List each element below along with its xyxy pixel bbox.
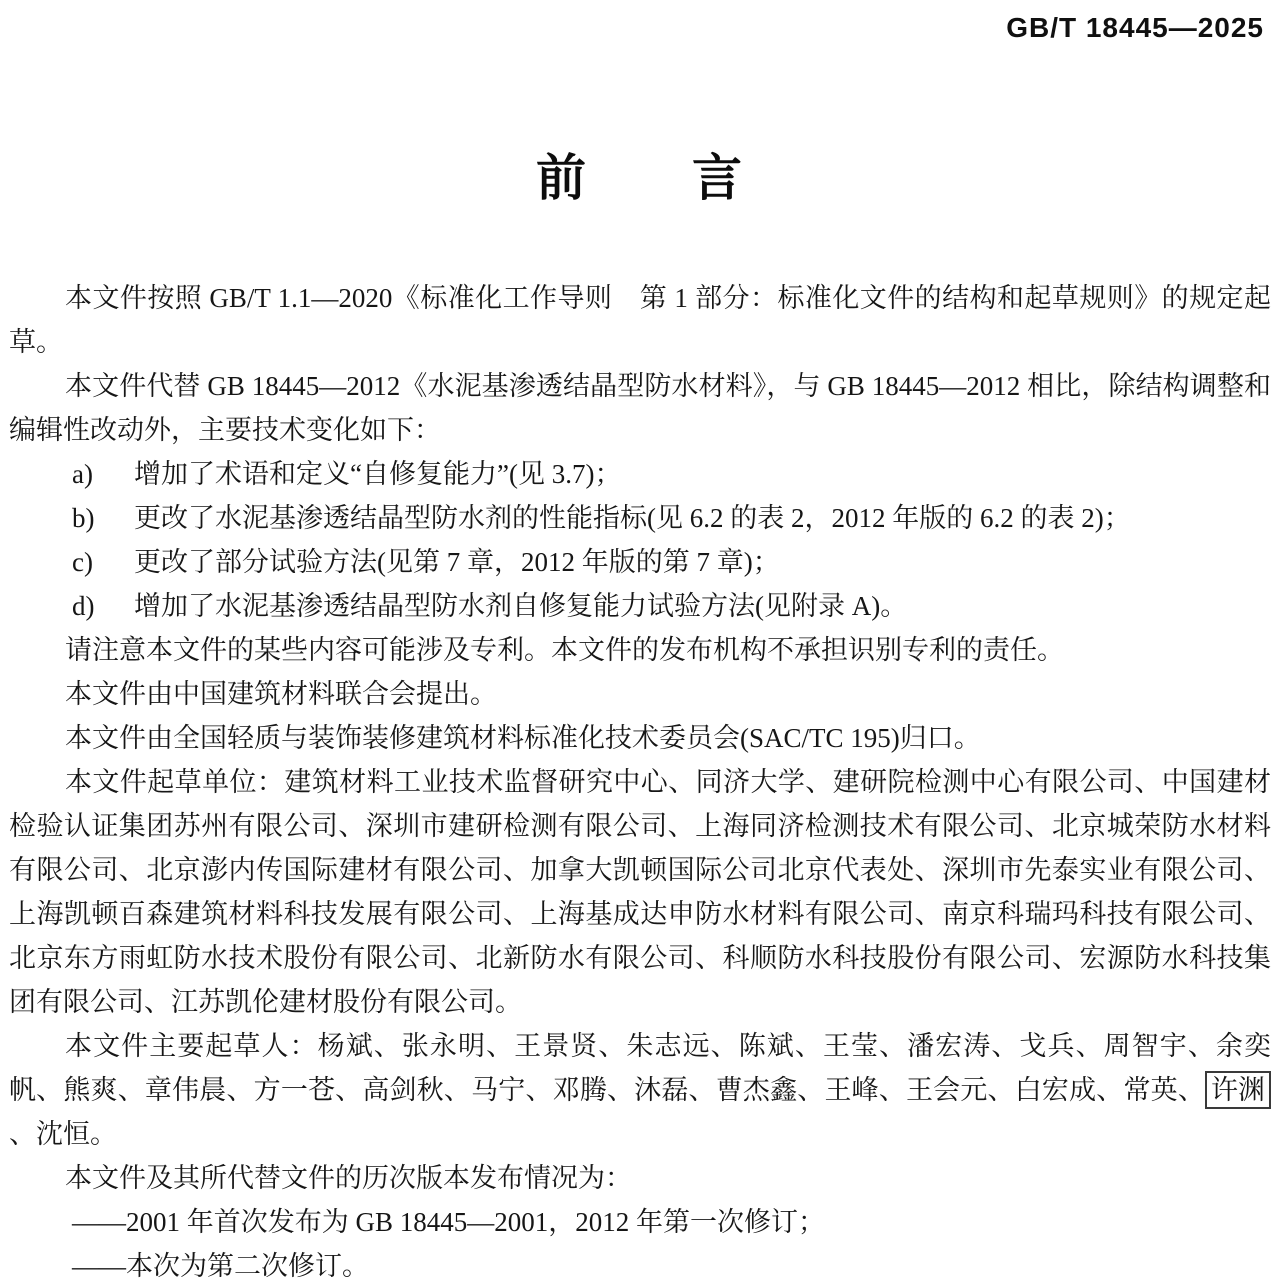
history-item-current-revision: ——本次为第二次修订。	[72, 1251, 369, 1281]
change-item-a	[9, 452, 1271, 496]
change-text-c: 更改了部分试验方法(见第 7 章，2012 年版的第 7 章)；	[134, 547, 780, 577]
paragraph-drafting-units: 本文件起草单位：建筑材料工业技术监督研究中心、同济大学、建研院检测中心有限公司、中国建材检验认证集团苏州有限公司、深圳市建研检测有限公司、上海同济检测技术有限公司、北京城荣防水材料有限公司、北京澎内传国际建材有限公司、加拿大凯顿国际公司北京代表处、深圳市先泰实业有限公司、上海凯顿百森建筑材料科技发展有限公司、上海基成达申防水材料有限公司、南京科瑞玛科技有限公司、北京东方雨虹防水技术股份有限公司、北新防水有限公司、科顺防水科技股份有限公司、宏源防水科技集团有限公司、江苏凯伦建材股份有限公司。	[9, 767, 1271, 1017]
foreword-body	[9, 276, 1271, 1288]
drafters-text-after: 、沈恒。	[9, 1119, 117, 1149]
change-label-d: d)	[72, 591, 95, 621]
change-label-c: c)	[72, 547, 93, 577]
paragraph-basis: 本文件按照 GB/T 1.1—2020《标准化工作导则 第 1 部分：标准化文件的结构和起草规则》的规定起草。	[9, 283, 1271, 357]
paragraph-history-intro: 本文件及其所代替文件的历次版本发布情况为：	[65, 1163, 632, 1193]
paragraph-replacement: 本文件代替 GB 18445—2012《水泥基渗透结晶型防水材料》，与 GB 18445—2012 相比，除结构调整和编辑性改动外，主要技术变化如下：	[9, 371, 1271, 445]
history-item-first-publication: ——2001 年首次发布为 GB 18445—2001，2012 年第一次修订；	[72, 1207, 826, 1237]
deceased-drafter-boxed-name: 许渊	[1205, 1071, 1271, 1109]
change-text-a: 增加了术语和定义“自修复能力”(见 3.7)；	[134, 459, 622, 489]
standard-number: GB/T 18445—2025	[1006, 12, 1264, 43]
change-text-d: 增加了水泥基渗透结晶型防水剂自修复能力试验方法(见附录 A)。	[134, 591, 908, 621]
paragraph-proposed-by: 本文件由中国建筑材料联合会提出。	[65, 679, 497, 709]
change-item-c	[9, 540, 1271, 584]
change-item-b	[9, 496, 1271, 540]
paragraph-centralized-by: 本文件由全国轻质与装饰装修建筑材料标准化技术委员会(SAC/TC 195)归口。	[65, 723, 981, 753]
change-text-b: 更改了水泥基渗透结晶型防水剂的性能指标(见 6.2 的表 2，2012 年版的 6.2 的表 2)；	[134, 503, 1131, 533]
change-label-b: b)	[72, 503, 95, 533]
paragraph-patent-notice: 请注意本文件的某些内容可能涉及专利。本文件的发布机构不承担识别专利的责任。	[65, 635, 1064, 665]
drafters-text-before: 本文件主要起草人：杨斌、张永明、王景贤、朱志远、陈斌、王莹、潘宏涛、戈兵、周智宇、余奕帆、熊爽、章伟晨、方一苍、高剑秋、马宁、邓腾、沐磊、曹杰鑫、王峰、王会元、白宏成、常英、	[9, 1031, 1271, 1105]
change-item-d	[9, 584, 1271, 628]
change-label-a: a)	[72, 459, 93, 489]
paragraph-drafters	[9, 1024, 1271, 1156]
page-title: 前 言	[536, 150, 744, 206]
